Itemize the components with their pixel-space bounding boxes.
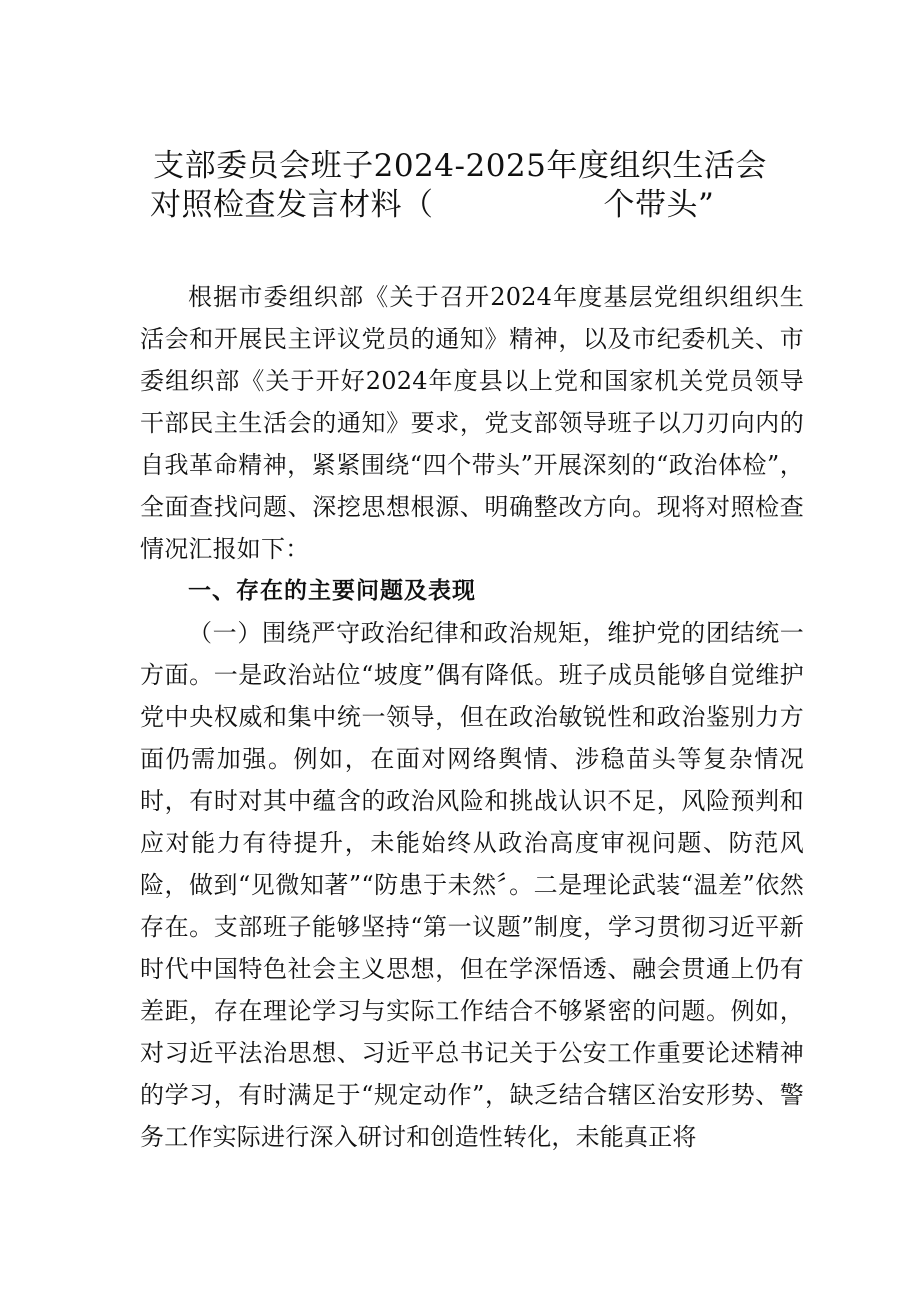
title-line-2-part-1: 对照检查发言材料（: [150, 187, 434, 223]
document-title-line-1: 支部委员会班子2024-2025年度组织生活会: [153, 148, 767, 184]
title-line-2-part-2: 个带头”: [603, 187, 715, 223]
document-title-line-2: [150, 185, 770, 225]
section-heading-1: 一、存在的主要问题及表现: [188, 578, 476, 604]
document-body: [140, 276, 804, 1158]
section-1-paragraph-1: （一）围绕严守政治纪律和政治规矩，维护党的团结统一方面。一是政治站位“坡度”偶有降低。班子成员能够自觉维护党中央权威和集中统一领导，但在政治敏锐性和政治鉴别力方面仍需加强。例如，在面对网络舆情、涉稳苗头等复杂情况时，有时对其中蕴含的政治风险和挑战认识不足，风险预判和应对能力有待提升，未能始终从政治高度审视问题、防范风险，做到“见微知著”“防患于未然〞。二是理论武装“温差”依然存在。支部班子能够坚持“第一议题”制度，学习贯彻习近平新时代中国特色社会主义思想，但在学深悟透、融会贯通上仍有差距，存在理论学习与实际工作结合不够紧密的问题。例如，对习近平法治思想、习近平总书记关于公安工作重要论述精神的学习，有时满足于“规定动作”，缺乏结合辖区治安形势、警务工作实际进行深入研讨和创造性转化，未能真正将: [140, 619, 804, 1151]
intro-paragraph: 根据市委组织部《关于召开2024年度基层党组织组织生活会和开展民主评议党员的通知》精神，以及市纪委机关、市委组织部《关于开好2024年度县以上党和国家机关党员领导干部民主生活会的通知》要求，党支部领导班子以刀刃向内的自我革命精神，紧紧围绕“四个带头”开展深刻的“政治体检”，全面查找问题、深挖思想根源、明确整改方向。现将对照检查情况汇报如下：: [140, 283, 804, 563]
